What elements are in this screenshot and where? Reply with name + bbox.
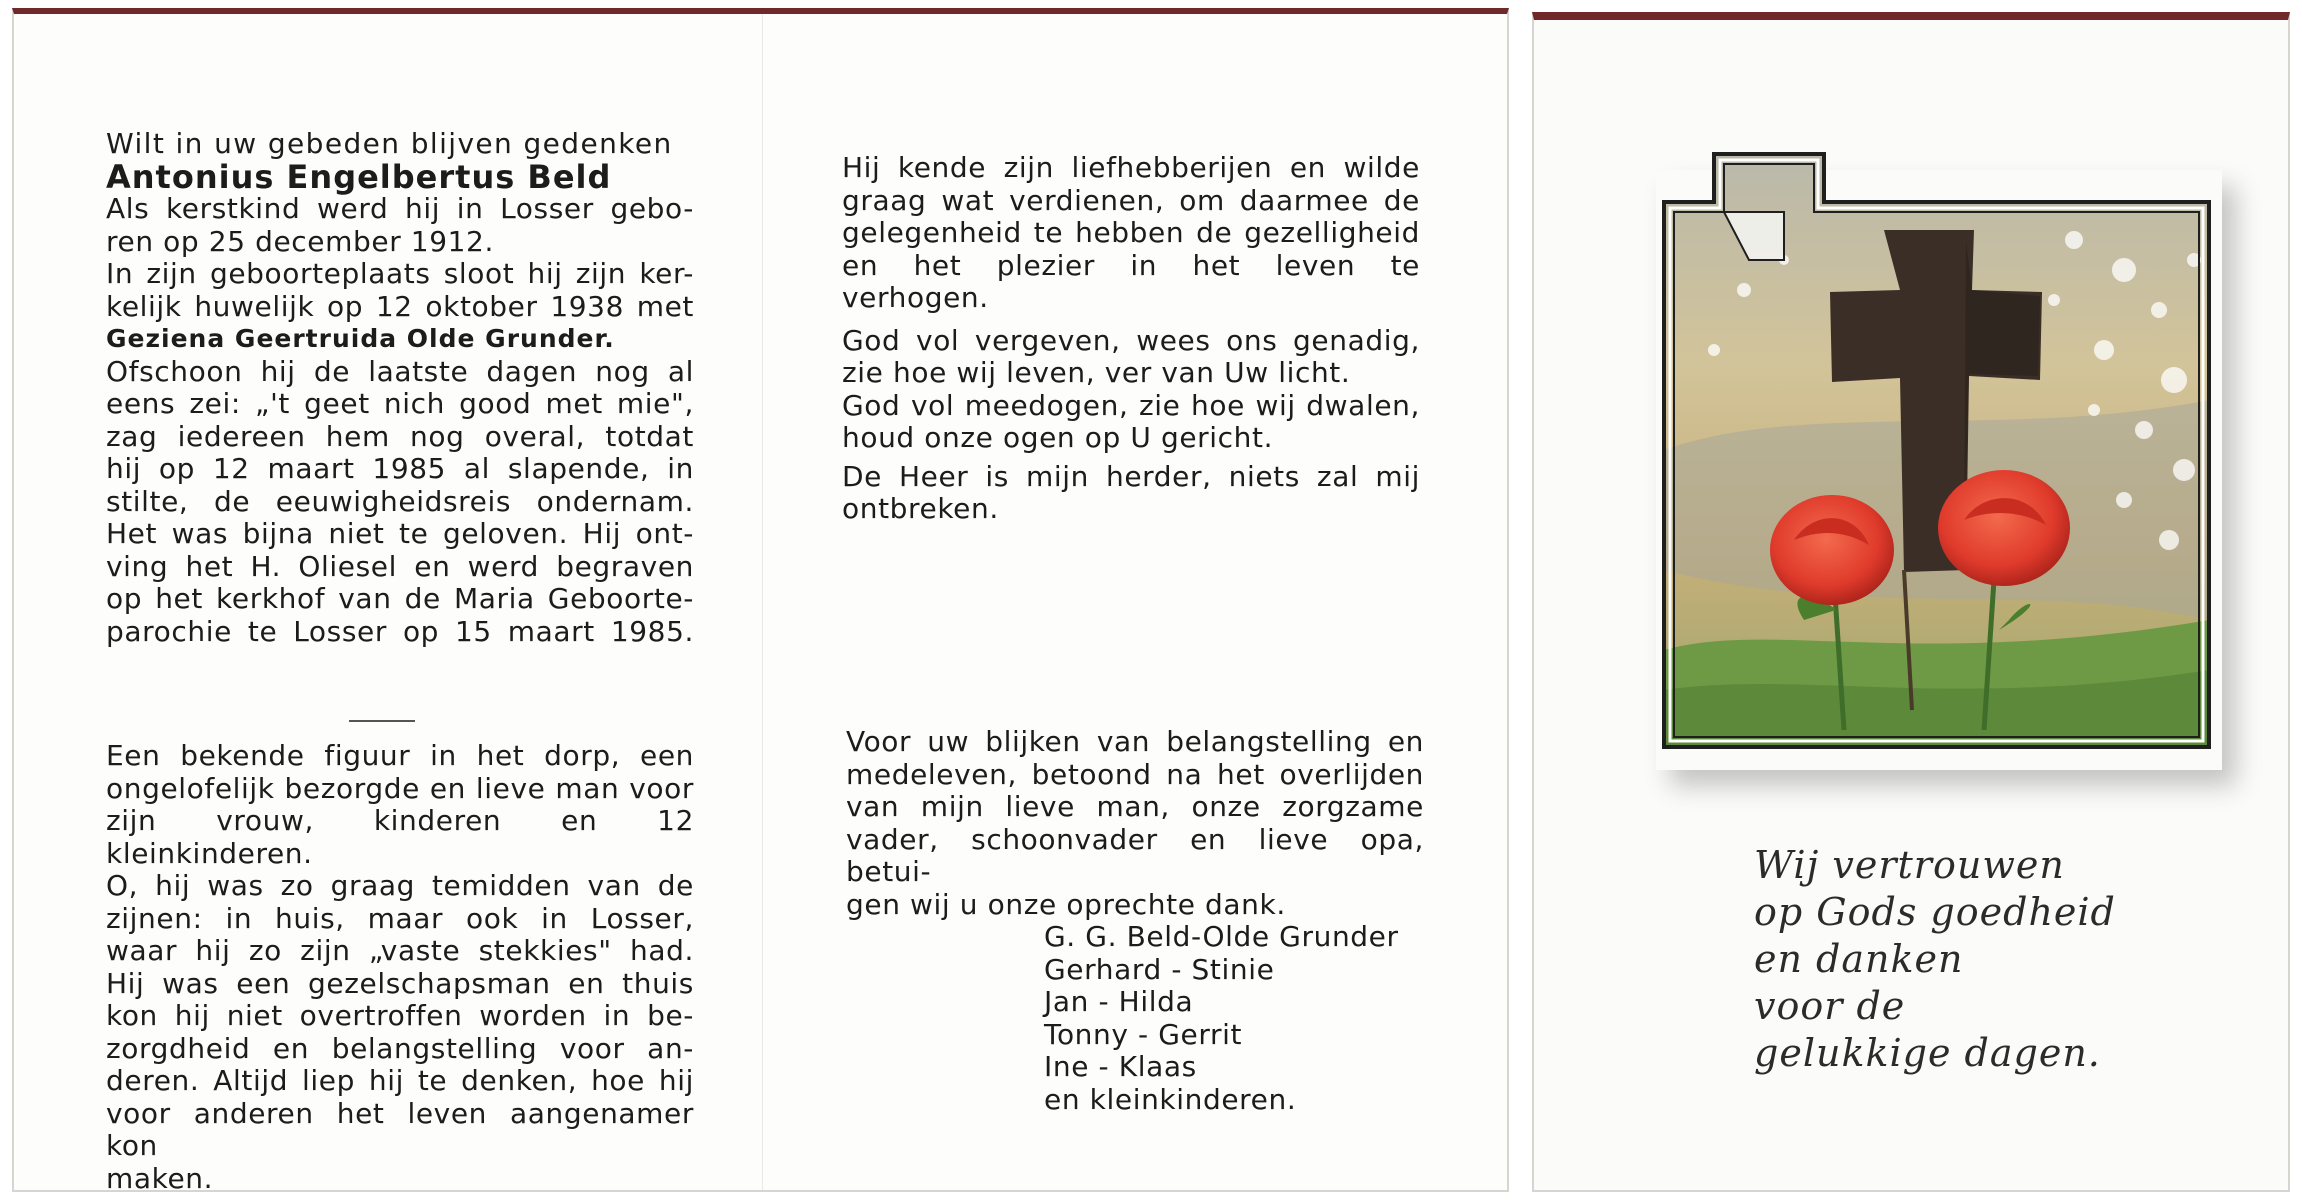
deceased-name: Antonius Engelbertus Beld	[106, 157, 612, 196]
signer-name: Gerhard - Stinie	[1044, 952, 1275, 986]
bio-line: In zijn geboorteplaats sloot hij zijn ker-	[106, 257, 694, 290]
character-line: ongelofelijk bezorgde en lieve man voor	[106, 771, 694, 805]
thanks-line: gen wij u onze oprechte dank.	[846, 887, 1286, 921]
intro-text: Wilt in uw gebeden blijven gedenken	[106, 127, 673, 160]
cross-and-roses-picture	[1654, 150, 2224, 760]
thanks-line: van mijn lieve man, onze zorgzame	[846, 790, 1424, 823]
memorial-verse	[1754, 842, 2116, 1077]
character-line: maken.	[106, 1161, 214, 1195]
psalm-line: ontbreken.	[842, 492, 999, 525]
verse-line: en danken	[1754, 937, 1964, 981]
character-line: kon hij niet overtroffen worden in be-	[106, 999, 694, 1032]
bio-line: Als kerstkind werd hij in Losser gebo-	[106, 192, 694, 225]
left-column-lower	[106, 740, 694, 1195]
character-line: zijn vrouw, kinderen en 12 kleinkinderen.	[106, 804, 694, 870]
death-line: op het kerkhof van de Maria Geboorte-	[106, 582, 694, 615]
character-line: O, hij was zo graag temidden van de	[106, 869, 694, 902]
death-line: Ofschoon hij de laatste dagen nog al	[106, 354, 694, 388]
death-line: stilte, de eeuwigheidsreis ondernam.	[106, 484, 694, 518]
character-line: zijnen: in huis, maar ook in Losser,	[106, 901, 694, 935]
death-line: eens zei: „'t geet nich good met mie",	[106, 387, 694, 420]
signer-name: Ine - Klaas	[1044, 1050, 1197, 1083]
death-line: Het was bijna niet te geloven. Hij ont-	[106, 517, 694, 550]
hobby-line: en het plezier in het leven te verhogen.	[842, 248, 1420, 314]
verse-line: op Gods goedheid	[1754, 890, 2116, 934]
prayer-line: zie hoe wij leven, ver van Uw licht.	[842, 356, 1351, 389]
character-line: Een bekende figuur in het dorp, een	[106, 739, 694, 772]
death-line: zag iedereen hem nog overal, totdat	[106, 419, 694, 453]
death-line: parochie te Losser op 15 maart 1985.	[106, 614, 694, 648]
signer-name: G. G. Beld-Olde Grunder	[1044, 920, 1399, 953]
section-divider	[349, 720, 415, 722]
death-line: ving het H. Oliesel en werd begraven	[106, 549, 694, 583]
verse-line: Wij vertrouwen	[1754, 843, 2065, 887]
prayer-line: houd onze ogen op U gericht.	[842, 421, 1274, 454]
hobby-line: gelegenheid te hebben de gezelligheid	[842, 216, 1420, 249]
character-line: deren. Altijd liep hij te denken, hoe hij	[106, 1064, 694, 1097]
hobby-line: Hij kende zijn liefhebberijen en wilde	[842, 151, 1420, 184]
bio-line: kelijk huwelijk op 12 oktober 1938 met	[106, 289, 694, 323]
bio-line: ren op 25 december 1912.	[106, 224, 494, 258]
memorial-card-cover	[1532, 12, 2290, 1192]
thanks-section	[846, 726, 1424, 1116]
psalm-line: De Heer is mijn herder, niets zal mij	[842, 459, 1420, 493]
verse-line: gelukkige dagen.	[1754, 1031, 2101, 1075]
hobby-line: graag wat verdienen, om daarmee de	[842, 183, 1420, 217]
signer-name: en kleinkinderen.	[1044, 1082, 1297, 1116]
thanks-line: vader, schoonvader en lieve opa, betui-	[846, 822, 1424, 888]
prayer-line: God vol meedogen, zie hoe wij dwalen,	[842, 388, 1420, 422]
death-line: hij op 12 maart 1985 al slapende, in	[106, 452, 694, 485]
character-line: Hij was een gezelschapsman en thuis	[106, 966, 694, 1000]
character-line: voor anderen het leven aangenamer kon	[106, 1096, 694, 1162]
signer-name: Tonny - Gerrit	[1044, 1017, 1243, 1051]
verse-line: voor de	[1754, 984, 1906, 1028]
spouse-name: Geziena Geertruida Olde Grunder.	[106, 324, 615, 353]
prayer-line: God vol vergeven, wees ons genadig,	[842, 323, 1420, 357]
character-line: zorgdheid en belangstelling voor an-	[106, 1031, 694, 1065]
thanks-line: medeleven, betoond na het overlijden	[846, 757, 1424, 791]
card-fold-line	[762, 14, 763, 1190]
thanks-line: Voor uw blijken van belangstelling en	[846, 725, 1424, 758]
character-line: waar hij zo zijn „vaste stekkies" had.	[106, 934, 694, 967]
memorial-card-inside	[12, 8, 1509, 1195]
signer-name: Jan - Hilda	[1044, 985, 1194, 1018]
middle-column	[842, 152, 1420, 526]
left-column	[106, 128, 694, 648]
